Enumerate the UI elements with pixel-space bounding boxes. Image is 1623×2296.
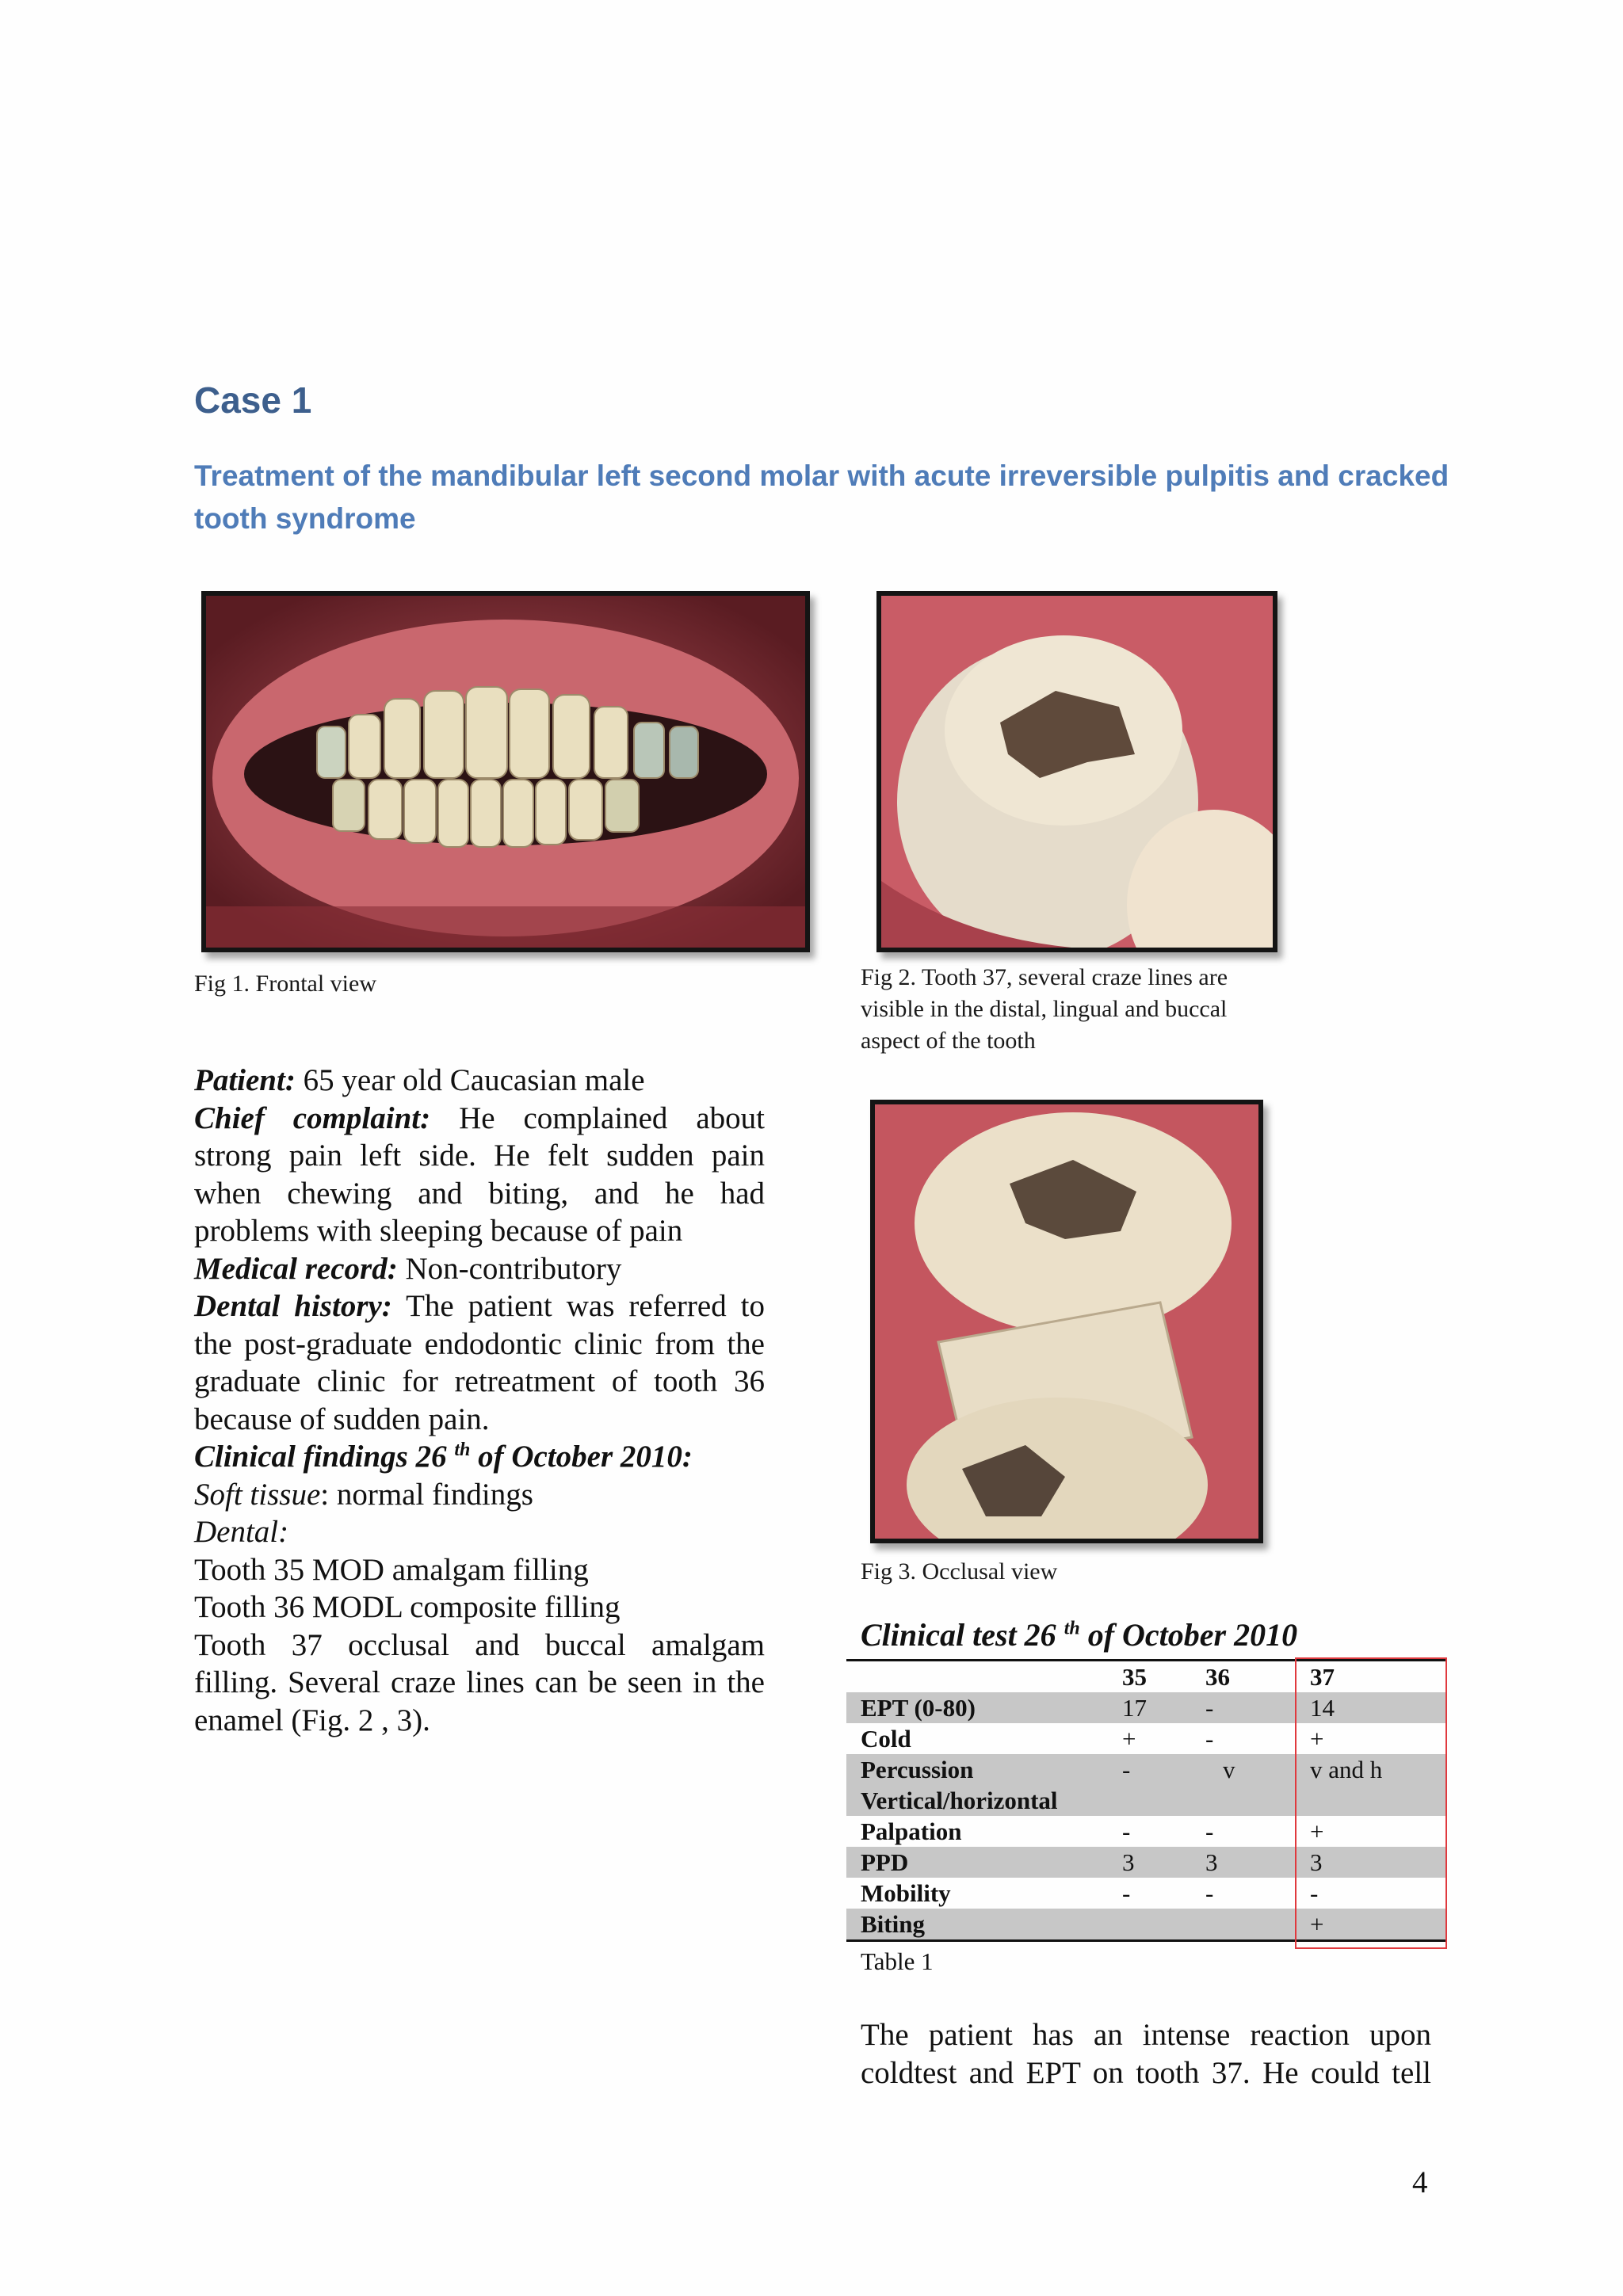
medical-label: Medical record:	[194, 1251, 398, 1286]
case-title: Treatment of the mandibular left second molar with acute irreversible pulpitis and cracked tooth syndrome	[194, 460, 1449, 535]
tooth37-highlight-box	[1295, 1657, 1447, 1949]
cell-36: -	[1205, 1879, 1214, 1907]
row-label: Biting	[861, 1910, 925, 1938]
cell-36: v	[1223, 1756, 1235, 1783]
row-label: Mobility	[861, 1879, 951, 1907]
tooth37-line: Tooth 37 occlusal and buccal amalgam filling. Several craze lines can be seen in the enamel (Fig. 2 , 3).	[194, 1627, 765, 1737]
fig1-caption: Fig 1. Frontal view	[194, 971, 376, 997]
cell-35: -	[1122, 1756, 1131, 1783]
cell-35: 17	[1122, 1694, 1147, 1722]
cell-35: -	[1122, 1879, 1131, 1907]
complaint-label: Chief complaint:	[194, 1100, 431, 1135]
fig2-tooth37-photo	[876, 591, 1277, 952]
medical-line	[194, 1250, 765, 1288]
cell-37: 3	[1310, 1848, 1323, 1876]
row-label: Palpation	[861, 1817, 962, 1845]
table-title-pre: Clinical test 26	[861, 1617, 1056, 1653]
header-36: 36	[1205, 1663, 1230, 1691]
header-35: 35	[1122, 1663, 1147, 1691]
cell-36: -	[1205, 1694, 1214, 1722]
medical-text: Non-contributory	[405, 1251, 622, 1286]
case-heading: Case 1	[194, 379, 312, 421]
cell-35: -	[1122, 1817, 1131, 1845]
cell-37: 14	[1310, 1694, 1335, 1722]
table-caption: Table 1	[861, 1947, 934, 1975]
cell-35: +	[1122, 1725, 1136, 1753]
dental-history-line	[194, 1287, 765, 1438]
findings-label-sup: th	[454, 1440, 471, 1460]
row-label: PPD	[861, 1848, 909, 1876]
dental-history-text: The patient was referred to the post-graduate endodontic clinic from the graduate clinic for retreatment of tooth 36 because of sudden pain.	[194, 1289, 765, 1436]
cell-35	[1108, 1909, 1191, 1941]
fig3-caption: Fig 3. Occlusal view	[861, 1558, 1058, 1585]
table-title-post: of October 2010	[1087, 1617, 1298, 1653]
cell-36: 3	[1205, 1848, 1218, 1876]
page-number: 4	[1412, 2165, 1428, 2199]
row-label: EPT (0-80)	[861, 1694, 976, 1722]
patient-line	[194, 1062, 765, 1100]
cell-37: +	[1310, 1817, 1324, 1845]
patient-text: 65 year old Caucasian male	[303, 1063, 645, 1097]
tooth36-line: Tooth 36 MODL composite filling	[194, 1590, 621, 1624]
cell-37: +	[1310, 1725, 1324, 1753]
table-title-sup: th	[1064, 1618, 1080, 1639]
fig2-caption: Fig 2. Tooth 37, several craze lines are visible in the distal, lingual and buccal aspect of the tooth	[861, 964, 1228, 1054]
soft-tissue-text: : normal findings	[320, 1477, 533, 1512]
cell-37: -	[1310, 1879, 1319, 1907]
cell-36: -	[1205, 1725, 1214, 1753]
paragraph-continued: The patient has an intense reaction upon coldtest and EPT on tooth 37. He could tell	[861, 2018, 1431, 2090]
complaint-text: He complained about strong pain left side. He felt sudden pain when chewing and biting, and he had problems with sleeping because of pain	[194, 1100, 766, 1248]
header-37: 37	[1310, 1663, 1335, 1691]
fig3-occlusal-photo	[870, 1100, 1263, 1543]
findings-label-pre: Clinical findings 26	[194, 1440, 447, 1474]
cell-35: 3	[1122, 1848, 1135, 1876]
table-title	[861, 1616, 1297, 1653]
soft-tissue-line	[194, 1476, 765, 1514]
complaint-line	[194, 1100, 765, 1250]
row-label: Cold	[861, 1725, 911, 1753]
soft-tissue-label: Soft tissue	[194, 1477, 321, 1512]
case-body-text	[194, 1062, 765, 1739]
patient-label: Patient:	[194, 1063, 296, 1097]
cell-36: -	[1205, 1817, 1214, 1845]
cell-37: v and h	[1310, 1756, 1383, 1783]
fig1-frontal-photo	[201, 591, 810, 952]
tooth35-line: Tooth 35 MOD amalgam filling	[194, 1552, 589, 1587]
findings-label-post: of October 2010:	[478, 1440, 693, 1474]
row-label: Percussion Vertical/horizontal	[861, 1756, 1058, 1814]
header-empty	[846, 1661, 1108, 1693]
dental-label: Dental:	[194, 1515, 289, 1549]
cell-36	[1191, 1909, 1296, 1941]
cell-37: +	[1310, 1910, 1324, 1938]
dental-history-label: Dental history:	[194, 1289, 392, 1323]
findings-heading	[194, 1438, 765, 1476]
